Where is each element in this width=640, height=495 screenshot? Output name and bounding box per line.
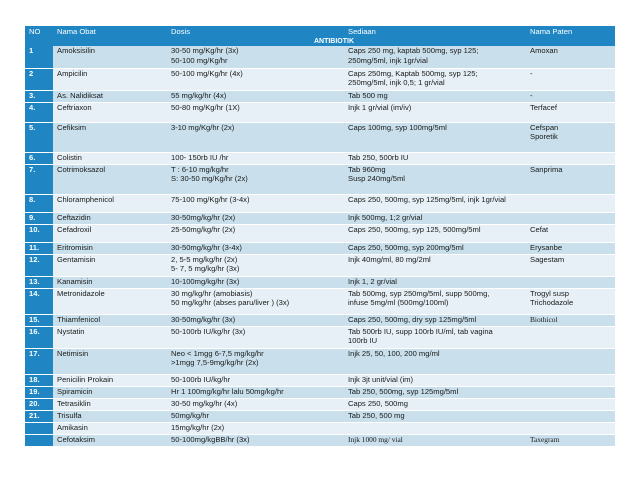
- row-number: 17.: [25, 348, 53, 374]
- preparation-cell: [344, 348, 526, 374]
- brand-name-cell: [526, 102, 615, 122]
- dosage-cell: [167, 152, 344, 164]
- row-number: 18.: [25, 374, 53, 386]
- dosage-cell: [167, 242, 344, 254]
- table-row: [25, 288, 615, 314]
- brand-name-cell: [526, 386, 615, 398]
- brand-name-cell: [526, 212, 615, 224]
- preparation-line: Caps 250, 500mg, syp 125, 500mg/5ml: [348, 224, 481, 234]
- drug-name: Cefadroxil: [53, 224, 167, 242]
- dosage-line: 50-100rb IU/kg/hr: [171, 374, 231, 384]
- preparation-cell: [344, 102, 526, 122]
- brand-name-line: -: [530, 90, 533, 100]
- table-row: [25, 242, 615, 254]
- row-number: 5.: [25, 122, 53, 152]
- preparation-cell: [344, 212, 526, 224]
- preparation-line: 250mg/5ml, injk 0,5; 1 gr/vial: [348, 78, 445, 88]
- brand-name-line: Erysanbe: [530, 242, 563, 252]
- dosage-cell: [167, 164, 344, 194]
- dosage-cell: [167, 122, 344, 152]
- dosage-line: Neo < 1mgg 6-7,5 mg/kg/hr: [171, 348, 264, 358]
- preparation-cell: [344, 152, 526, 164]
- brand-name-line: -: [530, 68, 533, 78]
- dosage-line: 50mg/kg/hr: [171, 410, 209, 420]
- row-number: 3.: [25, 90, 53, 102]
- preparation-line: infuse 5mg/ml (500mg/100ml): [348, 298, 449, 308]
- group-no-cell: [25, 38, 53, 46]
- dosage-line: 50-80 mg/Kg/hr (1X): [171, 102, 240, 112]
- table-row: [25, 410, 615, 422]
- row-number: 13.: [25, 276, 53, 288]
- dosage-line: 30-50mg/kg/hr (3-4x): [171, 242, 242, 252]
- brand-name-line: Sanprima: [530, 164, 563, 174]
- preparation-cell: [344, 386, 526, 398]
- table-row: [25, 422, 615, 434]
- row-number: 1: [25, 46, 53, 68]
- table-row: [25, 386, 615, 398]
- drug-name: Cotrimoksazol: [53, 164, 167, 194]
- preparation-cell: [344, 434, 526, 446]
- preparation-line: Caps 250, 500mg, dry syp 125mg/5ml: [348, 314, 477, 324]
- brand-name-cell: [526, 68, 615, 90]
- preparation-line: 250mg/5ml, injk 1gr/vial: [348, 55, 428, 65]
- preparation-line: Caps 250mg, Kaptab 500mg, syp 125;: [348, 68, 478, 78]
- dosage-cell: [167, 434, 344, 446]
- header-no: NO: [25, 26, 53, 38]
- brand-name-cell: [526, 276, 615, 288]
- dosage-cell: [167, 288, 344, 314]
- dosage-line: 15mg/kg/hr (2x): [171, 422, 225, 432]
- dosage-cell: [167, 46, 344, 68]
- brand-name-cell: [526, 398, 615, 410]
- dosage-line: 30-50mg/kg/hr (3x): [171, 314, 236, 324]
- brand-name-line: Cefspan: [530, 122, 559, 132]
- dosage-line: 75-100 mg/Kg/hr (3-4x): [171, 194, 250, 204]
- preparation-line: Injk 1 gr/vial (im/iv): [348, 102, 412, 112]
- drug-name: Ampicilin: [53, 68, 167, 90]
- dosage-line: >1mgg 7,5-9mg/kg/hr (2x): [171, 358, 259, 368]
- dosage-line: 30-50 mg/kg/hr (4x): [171, 398, 238, 408]
- dosage-line: T : 6-10 mg/kg/hr: [171, 164, 229, 174]
- brand-name-cell: [526, 410, 615, 422]
- brand-name-cell: [526, 374, 615, 386]
- dosage-line: 10-100mg/kg/hr (3x): [171, 276, 240, 286]
- preparation-line: 100rb IU: [348, 336, 378, 346]
- brand-name-cell: [526, 434, 615, 446]
- table-row: [25, 102, 615, 122]
- table-row: [25, 434, 615, 446]
- drug-name: Nystatin: [53, 326, 167, 348]
- dosage-cell: [167, 326, 344, 348]
- preparation-line: Injk 40mg/ml, 80 mg/2ml: [348, 254, 431, 264]
- preparation-line: Injk 1000 mg/ vial: [348, 434, 403, 444]
- table-row: [25, 90, 615, 102]
- preparation-line: Tab 500rb IU, supp 100rb IU/ml, tab vagina: [348, 326, 493, 336]
- row-number: 15.: [25, 314, 53, 326]
- dosage-line: 5- 7, 5 mg/kg/hr (3x): [171, 264, 240, 274]
- dosage-cell: [167, 90, 344, 102]
- drug-name: Chloramphenicol: [53, 194, 167, 212]
- header-sediaan: Sediaan: [344, 26, 526, 38]
- dosage-line: 50-100rb IU/kg/hr (3x): [171, 326, 246, 336]
- brand-name-cell: [526, 90, 615, 102]
- group-row: [25, 38, 615, 46]
- preparation-cell: [344, 314, 526, 326]
- row-number: [25, 422, 53, 434]
- brand-name-cell: [526, 254, 615, 276]
- dosage-line: 30-50 mg/Kg/hr (3x): [171, 46, 239, 55]
- row-number: 10.: [25, 224, 53, 242]
- table-row: [25, 348, 615, 374]
- dosage-cell: [167, 102, 344, 122]
- row-number: 7.: [25, 164, 53, 194]
- preparation-line: Tab 250, 500 mg: [348, 410, 405, 420]
- dosage-line: 50-100 mg/Kg/hr (4x): [171, 68, 243, 78]
- preparation-cell: [344, 326, 526, 348]
- preparation-line: Caps 250, 500mg, syp 125mg/5ml, injk 1gr/vial: [348, 194, 506, 204]
- row-number: 19.: [25, 386, 53, 398]
- table-row: [25, 254, 615, 276]
- row-number: 21.: [25, 410, 53, 422]
- brand-name-line: Trogyl susp: [530, 288, 569, 298]
- dosage-line: 55 mg/kg/hr (4x): [171, 90, 227, 100]
- row-number: 6.: [25, 152, 53, 164]
- preparation-cell: [344, 164, 526, 194]
- table-row: [25, 326, 615, 348]
- dosage-line: 30-50mg/kg/hr (2x): [171, 212, 236, 222]
- table-row: [25, 276, 615, 288]
- header-dosis: Dosis: [167, 26, 344, 38]
- row-number: 2: [25, 68, 53, 90]
- drug-name: Amikasin: [53, 422, 167, 434]
- brand-name-cell: [526, 242, 615, 254]
- dosage-cell: [167, 410, 344, 422]
- header-nama-obat: Nama Obat: [53, 26, 167, 38]
- preparation-cell: [344, 398, 526, 410]
- preparation-cell: [344, 410, 526, 422]
- table-row: [25, 212, 615, 224]
- preparation-cell: [344, 276, 526, 288]
- drug-name: Gentamisin: [53, 254, 167, 276]
- brand-name-line: Cefat: [530, 224, 549, 234]
- drug-name: Thiamfenicol: [53, 314, 167, 326]
- table-row: [25, 314, 615, 326]
- brand-name-line: Amoxan: [530, 46, 558, 55]
- dosage-line: Hr 1 100mg/kg/hr lalu 50mg/kg/hr: [171, 386, 284, 396]
- header-nama-paten: Nama Paten: [526, 26, 615, 38]
- preparation-line: Injk 1, 2 gr/vial: [348, 276, 397, 286]
- preparation-line: Tab 500mg, syp 250mg/5ml, supp 500mg,: [348, 288, 490, 298]
- brand-name-cell: [526, 326, 615, 348]
- table-row: [25, 374, 615, 386]
- preparation-line: Caps 250, 500mg, syp 200mg/5ml: [348, 242, 464, 252]
- preparation-line: Tab 250, 500mg, syp 125mg/5ml: [348, 386, 459, 396]
- drug-name: As. Nalidiksat: [53, 90, 167, 102]
- brand-name-cell: [526, 164, 615, 194]
- brand-name-line: Trichodazole: [530, 298, 574, 308]
- dosage-cell: [167, 224, 344, 242]
- row-number: 11.: [25, 242, 53, 254]
- drug-name: Spiramicin: [53, 386, 167, 398]
- brand-name-cell: [526, 422, 615, 434]
- dosage-cell: [167, 398, 344, 410]
- drug-name: Trisulfa: [53, 410, 167, 422]
- dosage-line: 30 mg/kg/hr (amobiasis): [171, 288, 253, 298]
- brand-name-cell: [526, 314, 615, 326]
- preparation-cell: [344, 46, 526, 68]
- drug-name: Kanamisin: [53, 276, 167, 288]
- dosage-cell: [167, 314, 344, 326]
- preparation-line: Caps 250, 500mg: [348, 398, 408, 408]
- preparation-cell: [344, 288, 526, 314]
- brand-name-cell: [526, 194, 615, 212]
- dosage-cell: [167, 422, 344, 434]
- row-number: 16.: [25, 326, 53, 348]
- brand-name-cell: [526, 288, 615, 314]
- preparation-line: Susp 240mg/5ml: [348, 174, 405, 184]
- preparation-cell: [344, 68, 526, 90]
- drug-name: Penicilin Prokain: [53, 374, 167, 386]
- dosage-line: S: 30-50 mg/Kg/hr (2x): [171, 174, 248, 184]
- preparation-cell: [344, 194, 526, 212]
- dosage-line: 2, 5-5 mg/kg/hr (2x): [171, 254, 238, 264]
- drug-name: Tetrasiklin: [53, 398, 167, 410]
- table-header-row: [25, 26, 615, 38]
- table-row: [25, 224, 615, 242]
- table-row: [25, 164, 615, 194]
- drug-name: Metronidazole: [53, 288, 167, 314]
- row-number: 12.: [25, 254, 53, 276]
- dosage-cell: [167, 348, 344, 374]
- drug-name: Amoksisilin: [53, 46, 167, 68]
- drug-name: Ceftriaxon: [53, 102, 167, 122]
- preparation-cell: [344, 122, 526, 152]
- drug-table: [25, 26, 615, 447]
- dosage-cell: [167, 276, 344, 288]
- preparation-cell: [344, 90, 526, 102]
- brand-name-line: Taxegram: [530, 434, 560, 444]
- row-number: 8.: [25, 194, 53, 212]
- preparation-line: Tab 500 mg: [348, 90, 388, 100]
- preparation-line: Injk 3jt unit/vial (im): [348, 374, 413, 384]
- brand-name-line: Sporetik: [530, 132, 558, 142]
- dosage-line: 50-100 mg/Kg/hr: [171, 55, 228, 65]
- dosage-cell: [167, 194, 344, 212]
- dosage-cell: [167, 68, 344, 90]
- brand-name-cell: [526, 348, 615, 374]
- table-row: [25, 68, 615, 90]
- preparation-line: Injk 25, 50, 100, 200 mg/ml: [348, 348, 440, 358]
- drug-name: Ceftazidin: [53, 212, 167, 224]
- brand-name-cell: [526, 46, 615, 68]
- drug-table-container: [25, 26, 615, 447]
- dosage-cell: [167, 374, 344, 386]
- row-number: [25, 434, 53, 446]
- row-number: 14.: [25, 288, 53, 314]
- drug-name: Cefotaksim: [53, 434, 167, 446]
- table-row: [25, 194, 615, 212]
- brand-name-line: Sagestam: [530, 254, 565, 264]
- preparation-line: Caps 100mg, syp 100mg/5ml: [348, 122, 447, 132]
- preparation-line: Injk 500mg, 1;2 gr/vial: [348, 212, 423, 222]
- row-number: 20.: [25, 398, 53, 410]
- dosage-line: 3-10 mg/Kg/hr (2x): [171, 122, 235, 132]
- brand-name-line: Biothicol: [530, 314, 558, 324]
- drug-name: Netimisin: [53, 348, 167, 374]
- table-row: [25, 398, 615, 410]
- preparation-line: Caps 250 mg, kaptab 500mg, syp 125;: [348, 46, 479, 55]
- preparation-cell: [344, 374, 526, 386]
- brand-name-line: Terfacef: [530, 102, 558, 112]
- row-number: 4.: [25, 102, 53, 122]
- dosage-cell: [167, 212, 344, 224]
- brand-name-cell: [526, 152, 615, 164]
- table-row: [25, 122, 615, 152]
- table-row: [25, 46, 615, 68]
- table-row: [25, 152, 615, 164]
- dosage-line: 100- 150rb IU /hr: [171, 152, 229, 162]
- dosage-cell: [167, 254, 344, 276]
- row-number: 9.: [25, 212, 53, 224]
- dosage-line: 50-100mg/kgBB/hr (3x): [171, 434, 250, 444]
- preparation-cell: [344, 422, 526, 434]
- drug-name: Colistin: [53, 152, 167, 164]
- preparation-cell: [344, 242, 526, 254]
- preparation-line: Tab 250, 500rb IU: [348, 152, 409, 162]
- preparation-cell: [344, 254, 526, 276]
- dosage-line: 50 mg/kg/hr (abses paru/liver ) (3x): [171, 298, 290, 308]
- preparation-cell: [344, 224, 526, 242]
- brand-name-cell: [526, 122, 615, 152]
- drug-name: Cefiksim: [53, 122, 167, 152]
- dosage-line: 25-50mg/kg/hr (2x): [171, 224, 236, 234]
- preparation-line: Tab 960mg: [348, 164, 386, 174]
- drug-name: Eritromisin: [53, 242, 167, 254]
- brand-name-cell: [526, 224, 615, 242]
- group-label: ANTIBIOTIK: [53, 38, 615, 46]
- dosage-cell: [167, 386, 344, 398]
